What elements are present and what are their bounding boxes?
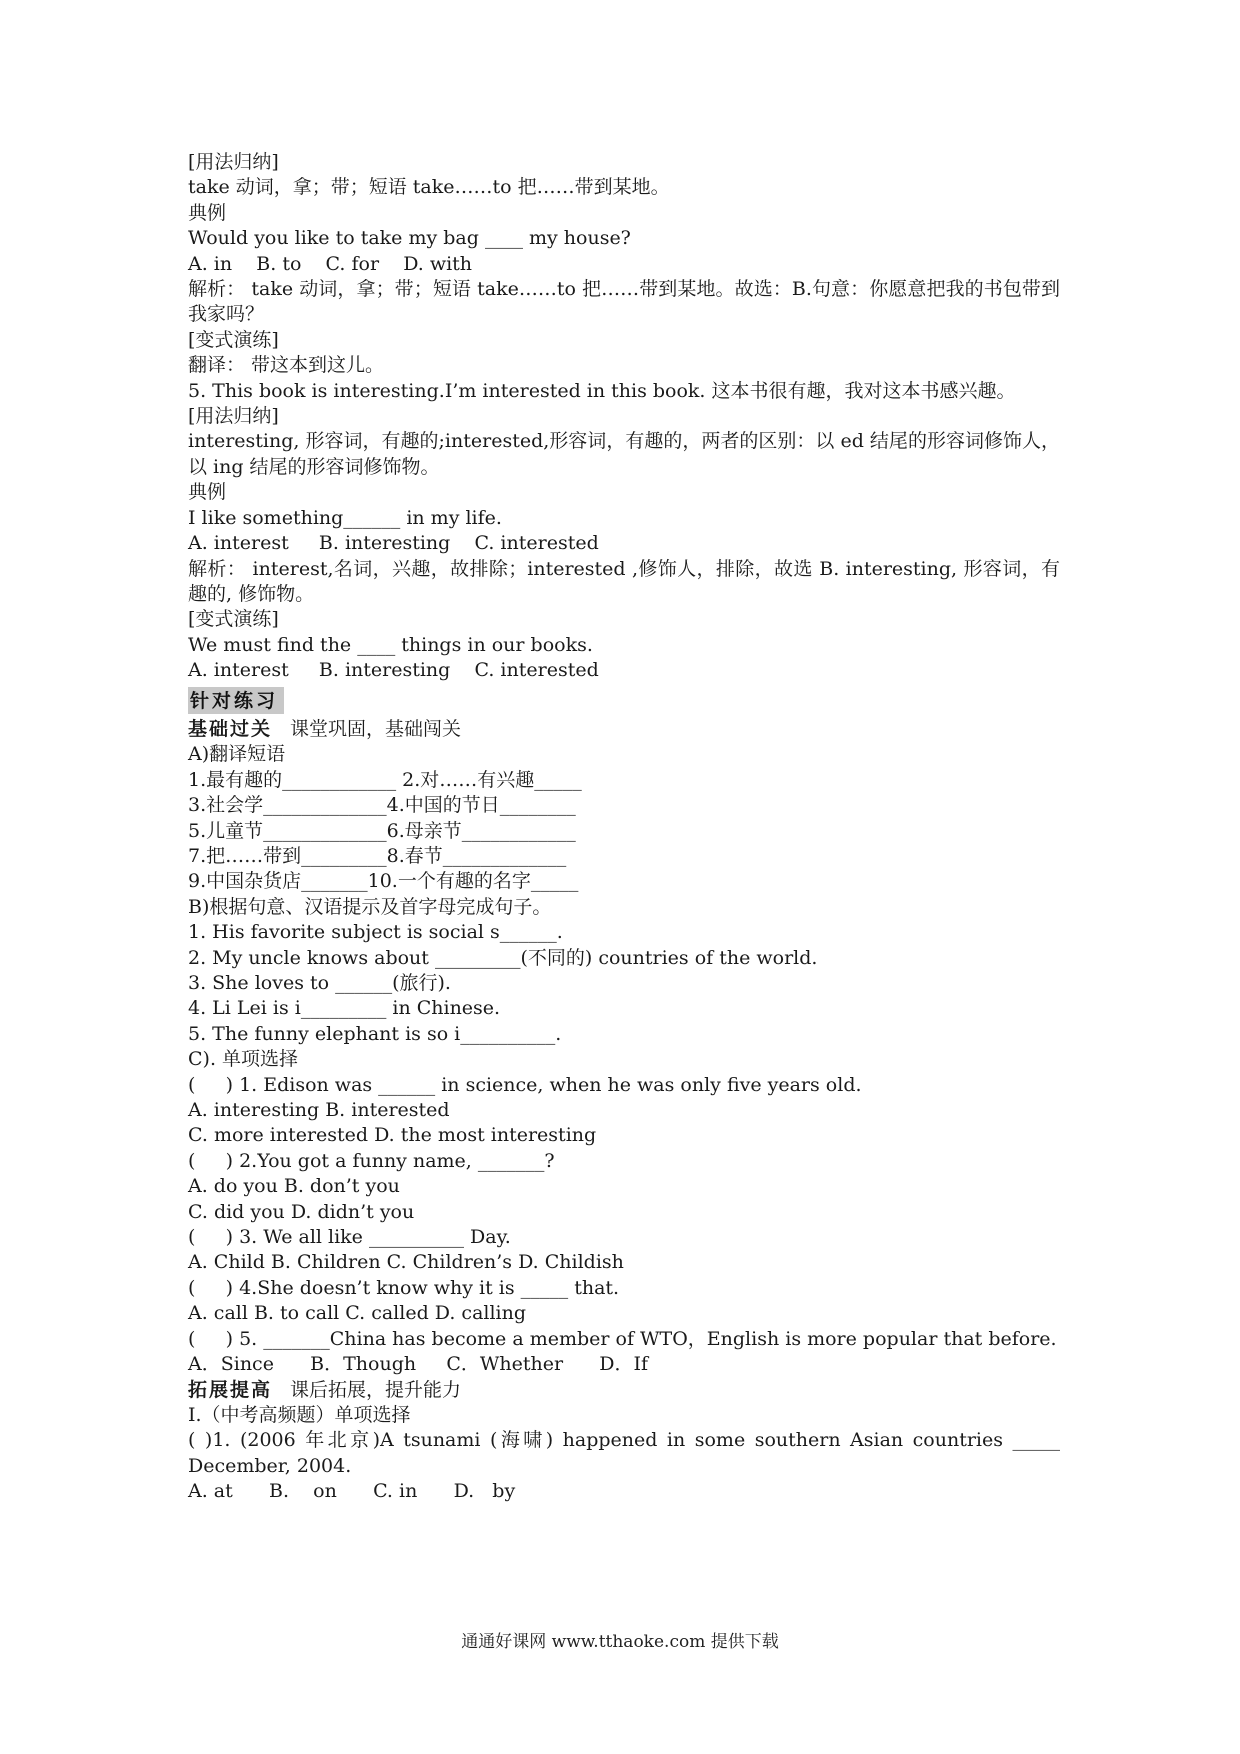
subsection-heading: 拓展提高 (188, 1378, 273, 1401)
text-line: A. in B. to C. for D. with (188, 252, 473, 275)
text-line: A. Child B. Children C. Children’s D. Childish (188, 1251, 624, 1274)
text-line: 解析： take 动词，拿；带；短语 take……to 把……带到某地。故选：B.句意：你愿意把我的书包带到我家吗？ (188, 278, 1060, 326)
text-line: ( ) 5. _______China has become a member of WTO，English is more popular that before. (188, 1327, 1057, 1350)
text-line: 解析： interest,名词，兴趣，故排除；interested ,修饰人，排除，故选 B. interesting, 形容词，有趣的, 修饰物。 (188, 557, 1060, 605)
text-line: 1.最有趣的____________ 2.对……有兴趣_____ (188, 768, 582, 791)
text-line: Would you like to take my bag ____ my house? (188, 227, 631, 250)
text-line: ( ) 2.You got a funny name, _______? (188, 1149, 555, 1172)
text-line: We must find the ____ things in our books. (188, 633, 593, 656)
text-line: 3.社会学_____________4.中国的节日________ (188, 794, 576, 817)
text-line: 4. Li Lei is i_________ in Chinese. (188, 997, 501, 1020)
document-body (188, 150, 1060, 1505)
subsection-subtitle: 课堂巩固，基础闯关 (290, 717, 462, 740)
subsection-heading: 基础过关 (188, 717, 273, 740)
text-line: A)翻译短语 (188, 743, 286, 766)
page-footer: 通通好课网 www.tthaoke.com 提供下载 (461, 1632, 779, 1652)
text-line (188, 717, 1060, 742)
text-line: A. interesting B. interested (188, 1099, 450, 1122)
text-line: C. did you D. didn’t you (188, 1200, 415, 1223)
text-line: 典例 (188, 201, 227, 224)
text-line: [变式演练] (188, 328, 279, 351)
text-line (188, 684, 1060, 717)
text-line: A. at B. on C. in D. by (188, 1480, 516, 1503)
text-line: 5. This book is interesting.I’m interested in this book. 这本书很有趣，我对这本书感兴趣。 (188, 379, 1016, 402)
subsection-subtitle: 课后拓展，提升能力 (290, 1378, 462, 1401)
text-line: interesting, 形容词，有趣的;interested,形容词，有趣的，两者的区别：以 ed 结尾的形容词修饰人，以 ing 结尾的形容词修饰物。 (188, 430, 1060, 478)
text-line: B)根据句意、汉语提示及首字母完成句子。 (188, 895, 552, 918)
section-heading: 针对练习 (188, 687, 284, 714)
text-line: 典例 (188, 481, 227, 504)
text-line: A．Since B．Though C．Whether D．If (188, 1353, 649, 1376)
text-line: ( ) 4.She doesn’t know why it is _____ that. (188, 1276, 620, 1299)
text-line: A. do you B. don’t you (188, 1175, 400, 1198)
text-line: [用法归纳] (188, 405, 279, 428)
text-line: I like something______ in my life. (188, 506, 502, 529)
text-line: ( ) 1. Edison was ______ in science, when he was only five years old. (188, 1073, 862, 1096)
text-line: 7.把……带到_________8.春节_____________ (188, 844, 567, 867)
text-line: 翻译： 带这本到这儿。 (188, 354, 385, 377)
text-line: ( ) 3. We all like __________ Day. (188, 1226, 511, 1249)
text-line: C). 单项选择 (188, 1048, 299, 1071)
text-line: I.（中考高频题）单项选择 (188, 1403, 411, 1426)
text-line: 2. My uncle knows about _________(不同的) countries of the world. (188, 946, 818, 969)
text-line: 3. She loves to ______(旅行). (188, 972, 451, 994)
text-line: A. call B. to call C. called D. calling (188, 1302, 527, 1325)
text-line: 1. His favorite subject is social s______. (188, 921, 563, 944)
text-line: A. interest B. interesting C. interested (188, 532, 599, 555)
text-line: ( )1. (2006 年北京)A tsunami (海啸) happened in some southern Asian countries _____ December, 2004. (188, 1429, 1060, 1477)
text-line: [变式演练] (188, 608, 279, 631)
text-line: [用法归纳] (188, 151, 279, 173)
text-line: 5.儿童节_____________6.母亲节____________ (188, 819, 576, 842)
text-line: C. more interested D. the most interesting (188, 1124, 597, 1147)
text-line: 5. The funny elephant is so i__________. (188, 1022, 562, 1045)
text-line: 9.中国杂货店_______10.一个有趣的名字_____ (188, 870, 579, 893)
text-line (188, 1378, 1060, 1403)
text-line: A. interest B. interesting C. interested (188, 659, 599, 682)
text-line: take 动词，拿；带；短语 take……to 把……带到某地。 (188, 176, 670, 199)
